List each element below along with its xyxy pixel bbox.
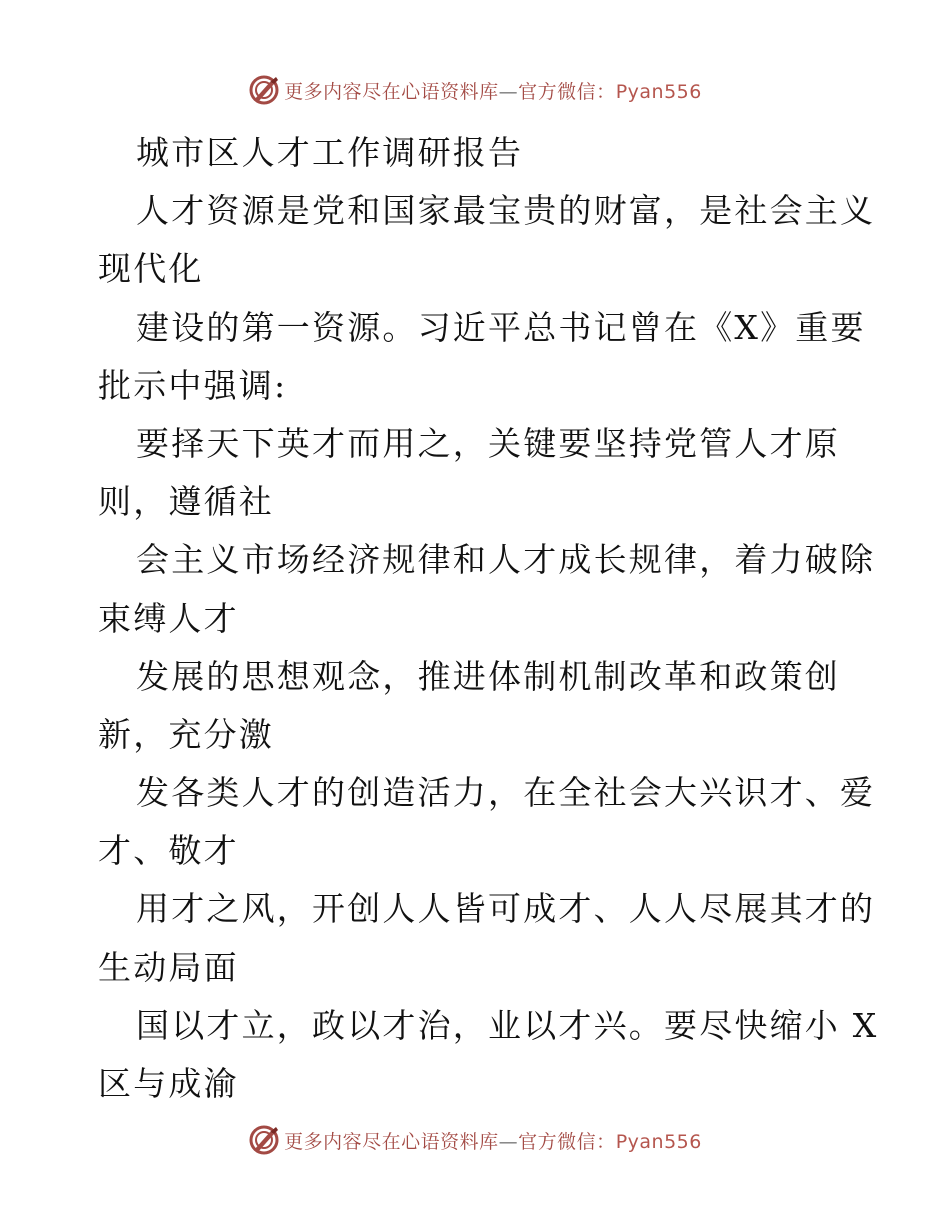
text-line: 发各类人才的创造活力，在全社会大兴识才、爱 bbox=[136, 773, 876, 813]
text-line: 要择天下英才而用之，关键要坚持党管人才原 bbox=[136, 423, 840, 463]
banner-official-label: 官方微信： bbox=[518, 80, 616, 103]
text-line: 会主义市场经济规律和人才成长规律，着力破除 bbox=[136, 540, 876, 580]
banner-wechat-id: Pyan556 bbox=[615, 1130, 702, 1153]
banner-text bbox=[284, 1127, 702, 1154]
banner-separator: — bbox=[498, 1130, 519, 1153]
text-line: 建设的第一资源。习近平总书记曾在《X》重要 bbox=[136, 307, 866, 347]
pen-circle-logo-icon bbox=[248, 1124, 280, 1156]
text-line: 则，遵循社 bbox=[98, 482, 274, 522]
banner-main-text: 更多内容尽在心语资料库 bbox=[284, 80, 499, 103]
banner-main-text: 更多内容尽在心语资料库 bbox=[284, 1130, 499, 1153]
banner-wechat-id: Pyan556 bbox=[615, 80, 702, 103]
footer-banner bbox=[0, 1120, 950, 1160]
text-line: 区与成渝 bbox=[98, 1064, 239, 1103]
text-line: 发展的思想观念，推进体制机制改革和政策创 bbox=[136, 656, 840, 696]
text-line: 批示中强调: bbox=[98, 365, 288, 405]
banner-separator: — bbox=[498, 80, 519, 103]
banner-text bbox=[284, 77, 702, 104]
document-title: 城市区人才工作调研报告 bbox=[136, 133, 524, 172]
text-line: 现代化 bbox=[98, 249, 204, 289]
header-banner bbox=[0, 70, 950, 110]
text-line: 国以才立，政以才治，业以才兴。要尽快缩小 X bbox=[136, 1005, 879, 1045]
text-line: 生动局面 bbox=[98, 947, 239, 987]
banner-official-label: 官方微信： bbox=[518, 1130, 616, 1153]
text-line: 用才之风，开创人人皆可成才、人人尽展其才的 bbox=[136, 889, 876, 929]
text-line: 束缚人才 bbox=[98, 598, 239, 638]
pen-circle-logo-icon bbox=[248, 74, 280, 106]
text-line: 才、敬才 bbox=[98, 831, 239, 871]
document-body bbox=[98, 124, 879, 1113]
text-line: 人才资源是党和国家最宝贵的财富，是社会主义 bbox=[136, 191, 876, 231]
text-line: 新，充分激 bbox=[98, 714, 274, 754]
